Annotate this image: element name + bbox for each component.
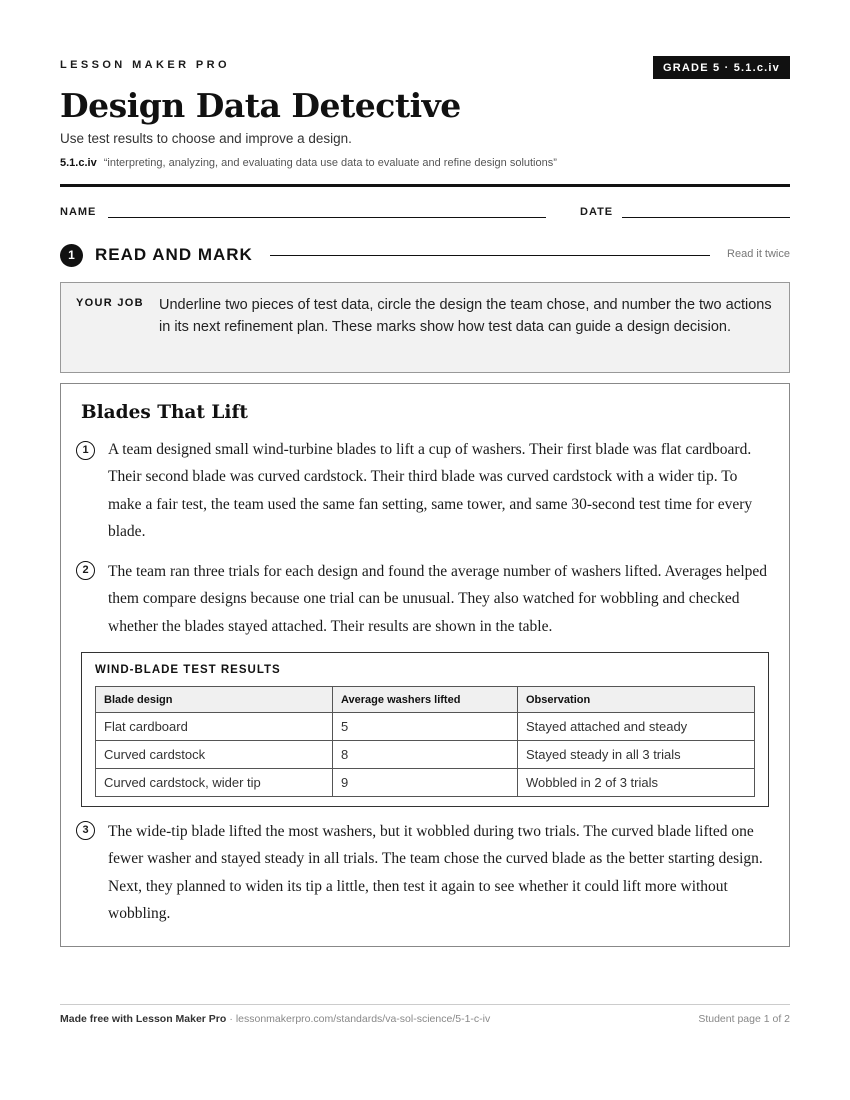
top-bar <box>60 56 790 80</box>
standard-text: “interpreting, analyzing, and evaluating data use data to evaluate and refine design solutions” <box>103 157 557 169</box>
table-cell: Wobbled in 2 of 3 trials <box>518 769 755 797</box>
table-row <box>96 713 755 741</box>
footer-made-with: Made free with Lesson Maker Pro <box>60 1013 227 1025</box>
header-divider <box>60 184 790 187</box>
table-header-cell: Blade design <box>96 687 333 713</box>
date-label: DATE <box>580 206 614 218</box>
name-field[interactable] <box>108 217 546 218</box>
page-title: Design Data Detective <box>60 86 461 125</box>
table-cell: Curved cardstock <box>96 741 333 769</box>
table-cell: 5 <box>333 713 518 741</box>
footer-separator: · <box>229 1013 233 1025</box>
page-subtitle: Use test results to choose and improve a design. <box>60 131 352 146</box>
table-header-cell: Observation <box>518 687 755 713</box>
table-cell: Curved cardstock, wider tip <box>96 769 333 797</box>
table-row <box>96 741 755 769</box>
table-cell: Stayed attached and steady <box>518 713 755 741</box>
paragraph-number: 1 <box>76 441 95 460</box>
brand-name: LESSON MAKER PRO <box>60 59 230 71</box>
paragraph-text: A team designed small wind-turbine blades to lift a cup of washers. Their first blade was flat cardboard. Their second blade was curved cardstock. Their third blade was curved cardstock with a wider tip. To make a fair test, the team used the same fan setting, same tower, and same 30-second test time for every blade. <box>108 441 753 540</box>
job-box <box>60 282 790 373</box>
table-cell: 9 <box>333 769 518 797</box>
table-header-cell: Average washers lifted <box>333 687 518 713</box>
results-table-box <box>81 652 769 807</box>
footer-url[interactable]: lessonmakerpro.com/standards/va-sol-science/5-1-c-iv <box>235 1013 491 1025</box>
table-row <box>96 769 755 797</box>
paragraph-text: The team ran three trials for each design and found the average number of washers lifted. Averages helped them compare designs because one trial can be unusual. They also watched for wobbling and checked whether the blades stayed attached. Their results are shown in the table. <box>108 563 768 635</box>
footer-divider <box>60 1004 790 1005</box>
section-header <box>60 243 790 267</box>
paragraph-text: The wide-tip blade lifted the most washers, but it wobbled during two trials. The curved blade lifted one fewer washer and stayed steady in all trials. The team chose the curved blade as the better starting design. Next, they planned to widen its tip a little, then test it again to see whether it could lift more without wobbling. <box>108 823 763 922</box>
section-hint: Read it twice <box>727 248 790 260</box>
job-text: Underline two pieces of test data, circle the design the team chose, and number the two actions in its next refinement plan. These marks show how test data can guide a design decision. <box>159 297 772 335</box>
footer <box>60 1013 790 1025</box>
name-label: NAME <box>60 206 97 218</box>
passage-title: Blades That Lift <box>81 402 248 423</box>
standard-code: 5.1.c.iv <box>60 157 97 169</box>
date-field[interactable] <box>622 217 790 218</box>
job-label: YOUR JOB <box>76 297 144 309</box>
grade-badge: GRADE 5 · 5.1.c.iv <box>653 56 790 79</box>
section-divider <box>270 255 710 256</box>
section-title: READ AND MARK <box>95 245 253 264</box>
section-number: 1 <box>60 244 83 267</box>
standard-line <box>60 157 557 169</box>
results-table <box>95 686 755 797</box>
table-title: WIND-BLADE TEST RESULTS <box>95 664 281 676</box>
reading-passage <box>60 383 790 947</box>
paragraph-number: 2 <box>76 561 95 580</box>
table-cell: Stayed steady in all 3 trials <box>518 741 755 769</box>
footer-page-number: Student page 1 of 2 <box>698 1013 790 1025</box>
table-cell: 8 <box>333 741 518 769</box>
paragraph-number: 3 <box>76 821 95 840</box>
student-info-row <box>60 205 790 219</box>
table-cell: Flat cardboard <box>96 713 333 741</box>
table-header-row <box>96 687 755 713</box>
